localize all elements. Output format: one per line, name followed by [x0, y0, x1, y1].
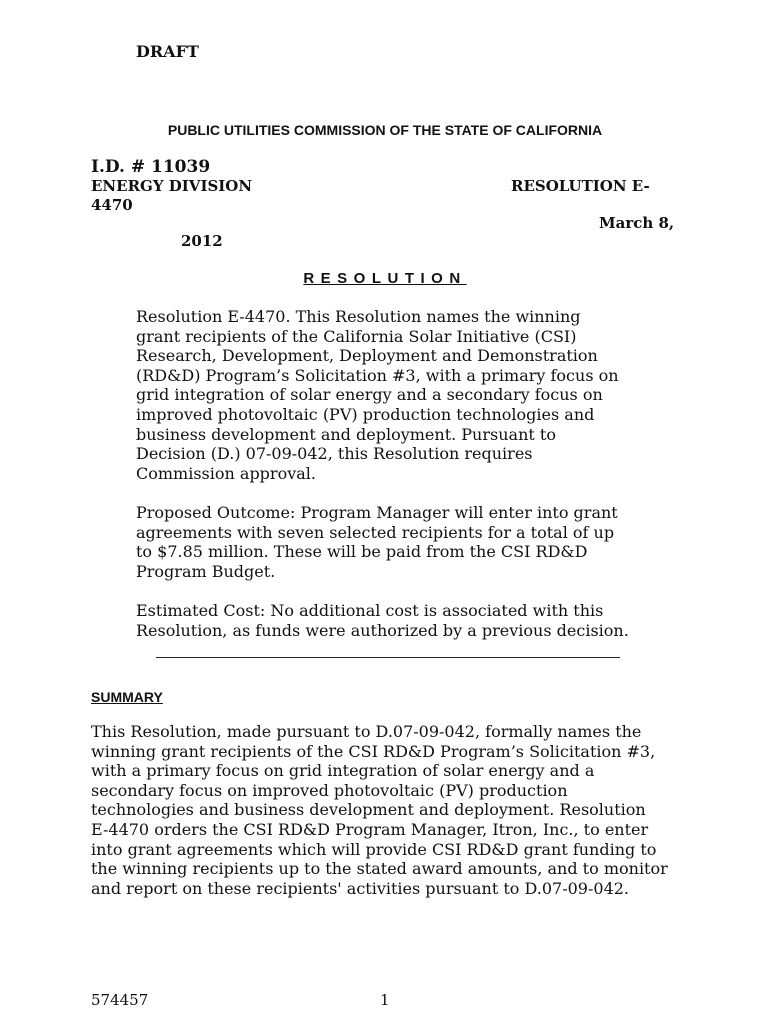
- intro-line: Commission approval.: [136, 463, 316, 483]
- draft-label: DRAFT: [136, 42, 199, 61]
- section-divider: [156, 657, 620, 658]
- intro-line: Resolution E-4470. This Resolution names the winning: [136, 307, 581, 326]
- outcome-line: Program Budget.: [136, 561, 276, 581]
- proposed-outcome-paragraph: [136, 503, 656, 581]
- outcome-line: Proposed Outcome: Program Manager will enter into grant: [136, 503, 618, 522]
- summary-heading: SUMMARY: [91, 689, 163, 705]
- summary-line: winning grant recipients of the CSI RD&D Program’s Solicitation #3,: [91, 741, 656, 761]
- resolution-number-start: RESOLUTION E-: [511, 177, 650, 195]
- intro-line: grid integration of solar energy and a secondary focus on: [136, 385, 603, 405]
- intro-line: grant recipients of the California Solar Initiative (CSI): [136, 326, 577, 346]
- summary-line: This Resolution, made pursuant to D.07-09-042, formally names the: [91, 722, 642, 741]
- page-number: 1: [380, 991, 390, 1009]
- commission-heading: PUBLIC UTILITIES COMMISSION OF THE STATE OF CALIFORNIA: [167, 122, 603, 138]
- summary-line: technologies and business development and deployment. Resolution: [91, 800, 646, 820]
- cost-line: Resolution, as funds were authorized by a previous decision.: [136, 620, 629, 640]
- intro-paragraph: [136, 307, 656, 483]
- intro-line: Decision (D.) 07-09-042, this Resolution requires: [136, 444, 533, 464]
- intro-line: business development and deployment. Pursuant to: [136, 424, 556, 444]
- summary-line: into grant agreements which will provide CSI RD&D grant funding to: [91, 839, 657, 859]
- summary-paragraph: [91, 722, 691, 898]
- summary-line: the winning recipients up to the stated award amounts, and to monitor: [91, 859, 668, 879]
- outcome-line: to $7.85 million. These will be paid from the CSI RD&D: [136, 542, 588, 562]
- document-number: 574457: [91, 991, 149, 1009]
- resolution-title: RESOLUTION: [303, 270, 467, 287]
- cost-line: Estimated Cost: No additional cost is associated with this: [136, 601, 604, 620]
- date-start: March 8,: [599, 214, 675, 232]
- division-name: ENERGY DIVISION: [91, 177, 253, 195]
- intro-line: Research, Development, Deployment and Demonstration: [136, 346, 598, 366]
- outcome-line: agreements with seven selected recipients for a total of up: [136, 522, 615, 542]
- intro-line: improved photovoltaic (PV) production technologies and: [136, 404, 595, 424]
- summary-line: and report on these recipients' activities pursuant to D.07-09-042.: [91, 878, 630, 898]
- resolution-number-end: 4470: [91, 196, 133, 214]
- estimated-cost-paragraph: [136, 601, 656, 640]
- id-number: I.D. # 11039: [91, 157, 211, 177]
- date-year: 2012: [181, 232, 223, 250]
- summary-line: secondary focus on improved photovoltaic (PV) production: [91, 780, 568, 800]
- intro-line: (RD&D) Program’s Solicitation #3, with a primary focus on: [136, 365, 619, 385]
- summary-line: E-4470 orders the CSI RD&D Program Manager, Itron, Inc., to enter: [91, 819, 649, 839]
- summary-line: with a primary focus on grid integration of solar energy and a: [91, 761, 595, 781]
